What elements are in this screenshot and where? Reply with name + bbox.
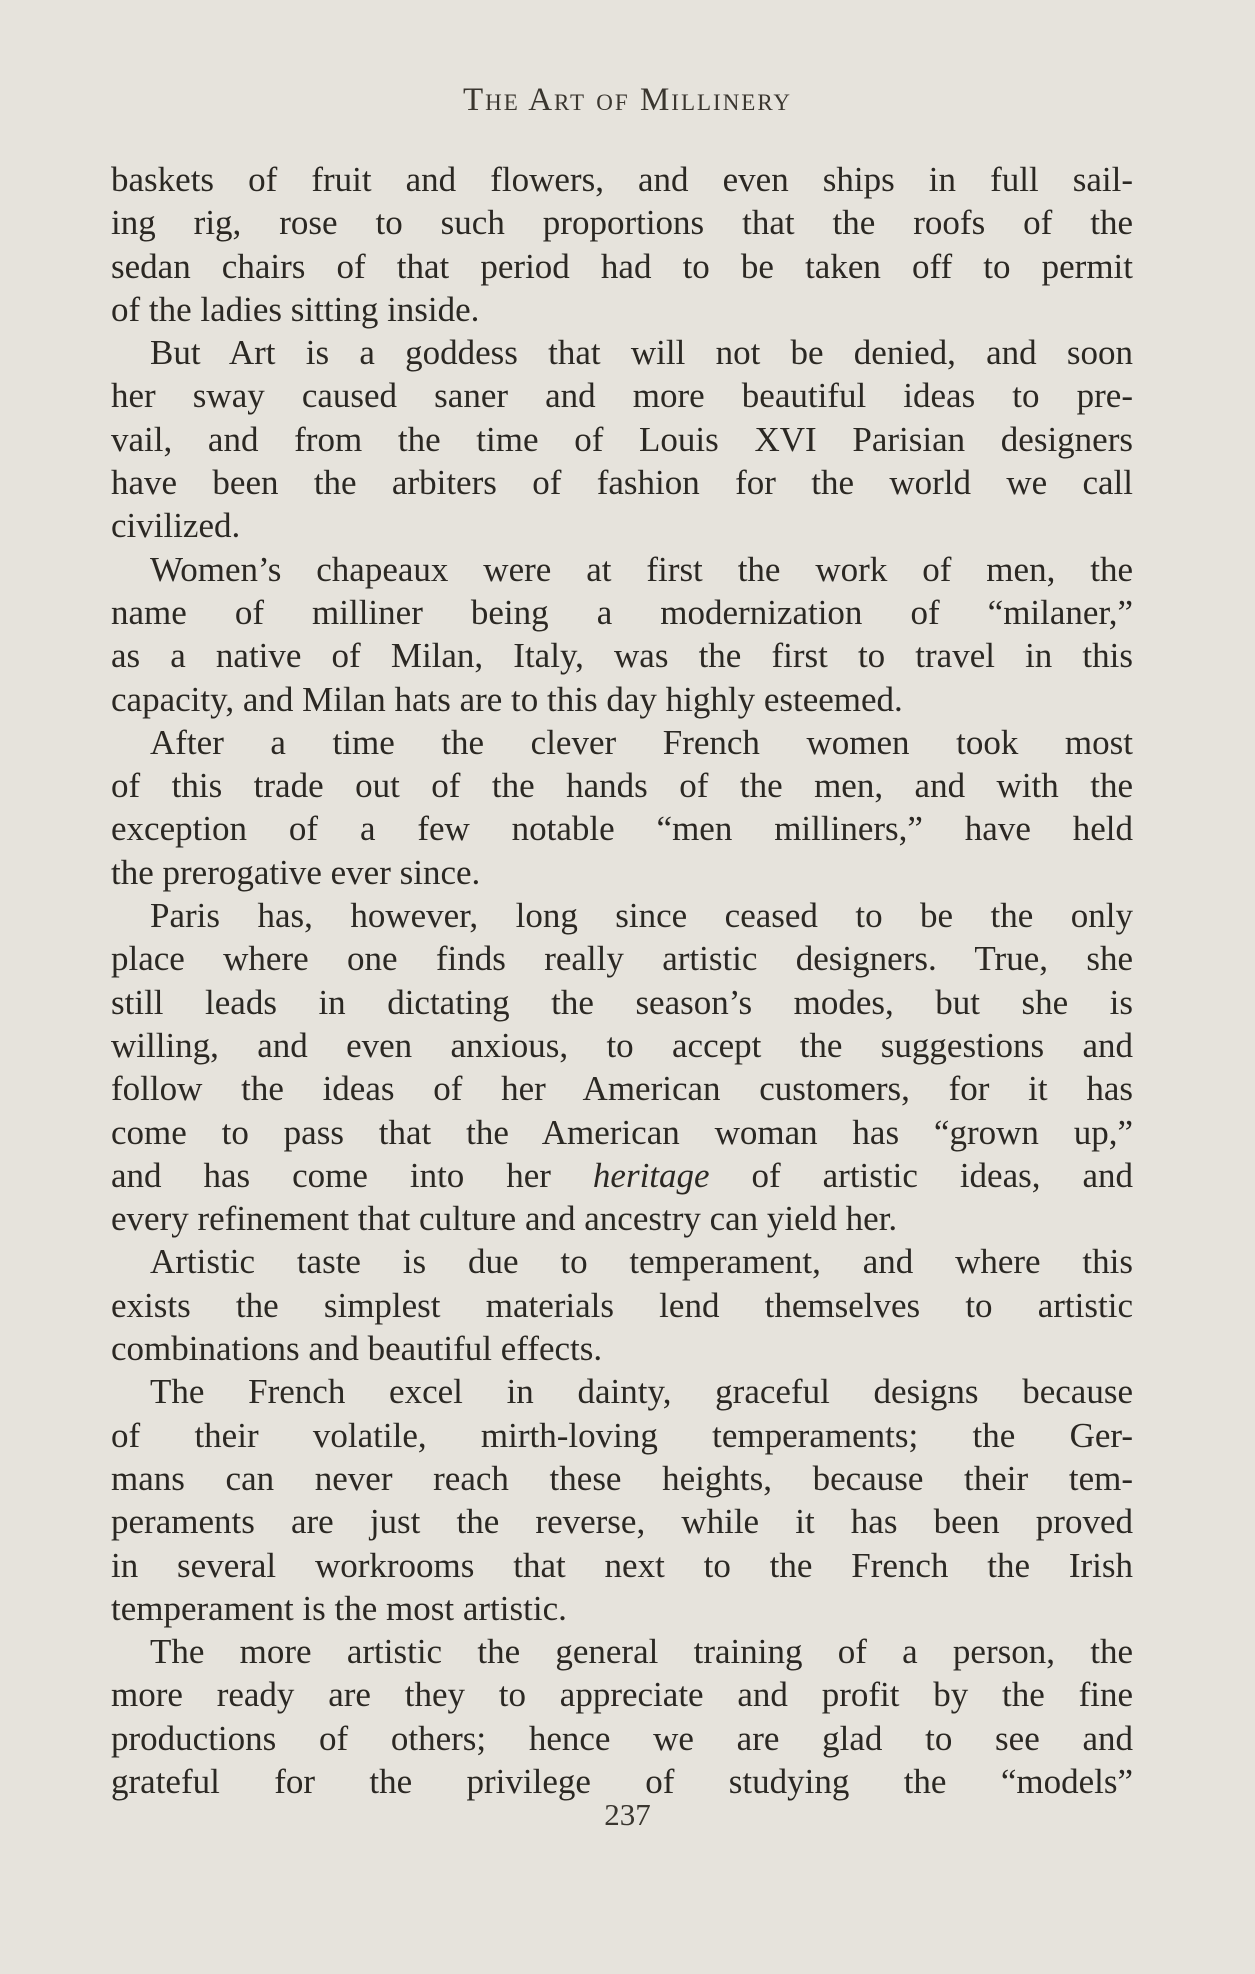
text-line: come to pass that the American woman has “grown up,”: [111, 1112, 1133, 1152]
heritage-after: of artistic ideas, and: [709, 1155, 1133, 1195]
text-line: as a native of Milan, Italy, was the first to travel in this: [111, 636, 1133, 676]
body-text: [111, 158, 1133, 1803]
text-line: follow the ideas of her American customers, for it has: [111, 1069, 1133, 1109]
paragraph-first-line: Women’s chapeaux were at first the work of men, the: [150, 549, 1133, 589]
text-line: sedan chairs of that period had to be taken off to permit: [111, 246, 1133, 286]
text-line: combinations and beautiful effects.: [111, 1329, 603, 1369]
text-line: every refinement that culture and ancestry can yield her.: [111, 1199, 898, 1239]
text-line: in several workrooms that next to the French the Irish: [111, 1545, 1133, 1585]
text-line: mans can never reach these heights, because their tem-: [111, 1458, 1133, 1498]
heritage-emphasis: heritage: [592, 1155, 710, 1195]
text-line-heritage: [111, 1154, 1133, 1197]
text-line: of their volatile, mirth-loving temperaments; the Ger-: [111, 1415, 1133, 1455]
running-head: The Art of Millinery: [462, 82, 793, 118]
text-line: still leads in dictating the season’s modes, but she is: [111, 982, 1133, 1022]
text-line: temperament is the most artistic.: [111, 1588, 567, 1628]
text-line: of the ladies sitting inside.: [111, 289, 480, 329]
text-line: willing, and even anxious, to accept the suggestions and: [111, 1025, 1133, 1065]
paragraph-first-line: Paris has, however, long since ceased to be the only: [150, 896, 1133, 936]
text-line: baskets of fruit and flowers, and even ships in full sail-: [111, 160, 1133, 199]
text-line: exception of a few notable “men milliners,” have held: [111, 809, 1133, 849]
paragraph-first-line: The French excel in dainty, graceful designs because: [150, 1372, 1133, 1412]
text-line: more ready are they to appreciate and profit by the fine: [111, 1675, 1133, 1715]
paragraph-first-line: Artistic taste is due to temperament, and where this: [150, 1242, 1133, 1282]
text-line: her sway caused saner and more beautiful ideas to pre-: [111, 376, 1133, 416]
text-line: the prerogative ever since.: [111, 852, 481, 892]
paragraph-first-line: After a time the clever French women took most: [150, 722, 1133, 762]
heritage-before: and has come into her: [111, 1155, 593, 1195]
text-line: grateful for the privilege of studying the “models”: [111, 1761, 1133, 1801]
text-line: ing rig, rose to such proportions that the roofs of the: [111, 203, 1133, 243]
page-number: 237: [604, 1797, 651, 1832]
text-line: vail, and from the time of Louis XVI Parisian designers: [111, 419, 1133, 459]
text-line: exists the simplest materials lend themselves to artistic: [111, 1285, 1133, 1325]
text-line: of this trade out of the hands of the men, and with the: [111, 766, 1133, 806]
text-line: name of milliner being a modernization of “milaner,”: [111, 592, 1133, 632]
text-line: civilized.: [111, 506, 241, 546]
text-line: have been the arbiters of fashion for the world we call: [111, 463, 1133, 503]
paragraph-first-line: But Art is a goddess that will not be denied, and soon: [150, 333, 1133, 373]
paragraph-first-line: The more artistic the general training of a person, the: [150, 1632, 1133, 1672]
text-line: place where one finds really artistic designers. True, she: [111, 939, 1133, 979]
text-line: capacity, and Milan hats are to this day highly esteemed.: [111, 679, 903, 719]
text-line: productions of others; hence we are glad to see and: [111, 1718, 1133, 1758]
text-line: peraments are just the reverse, while it has been proved: [111, 1502, 1133, 1542]
